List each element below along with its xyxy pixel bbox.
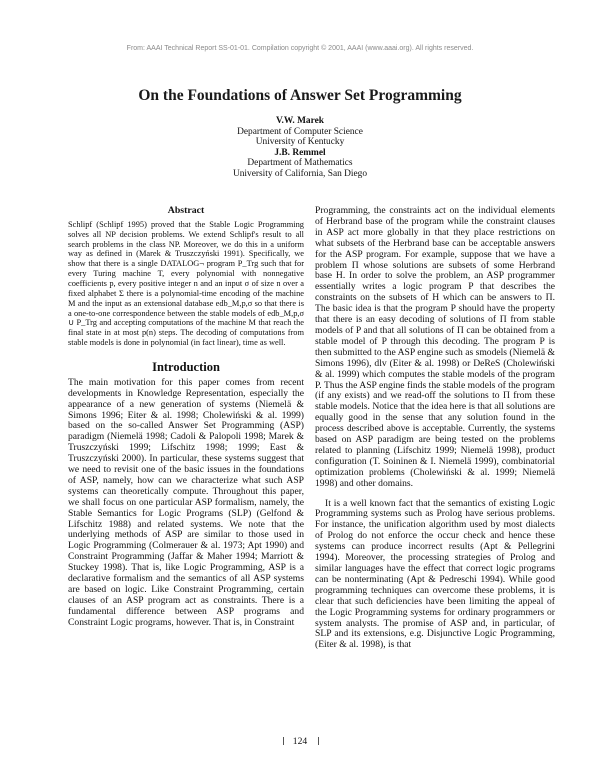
author-affiliation: University of Kentucky — [255, 137, 345, 148]
body-paragraph: The main motivation for this paper comes from recent developments in Knowledge Representation, especially the appearance of a new generation of systems (Niemelä & Simons 1996; Eiter & al. 1998; Cholewiński & al. 1999) based on the so-called Answer Set Programming (ASP) paradigm (Niemelä 1998; Cadoli & Palopoli 1998; Marek & Truszczyński 1999; Lifschitz 1998; 1999; East & Truszczyński 2000). In particular, these systems suggest that we need to revisit one of the basic issues in the foundations of ASP, namely, how can we characterize what such ASP systems can theoretically compute. Throughout this paper, we shall focus on one particular ASP formalism, namely, the Stable Semantics for Logic Programs (SLP) (Gelfond & Lifschitz 1988) and related systems. We note that the underlying methods of ASP are similar to those used in Logic Programming (Colmerauer & al. 1973; Apt 1990) and Constraint Programming (Jaffar & Maher 1994; Marriott & Stuckey 1998). That is, like Logic Programming, ASP is a declarative formalism and the semantics of all ASP systems are based on logic. Like Constraint Programming, certain clauses of an ASP program act as constraints. There is a fundamental difference between ASP programs and Constraint Logic programs, however. That is, in Constraint — [68, 376, 304, 628]
introduction-heading: Introduction — [152, 359, 220, 374]
author-affiliation: Department of Computer Science — [237, 126, 363, 137]
body-paragraph: Programming, the constraints act on the individual elements of Herbrand base of the program while the constraint clauses in ASP act more globally in that they place restrictions on what subsets of the Herbrand base can be acceptable answers for the ASP program. For example, suppose that we have a problem Π whose solutions are subsets of some Herbrand base H. In order to solve the problem, an ASP programmer essentially writes a logic program P that describes the constraints on the subsets of H which can be answers to Π. The basic idea is that the program P should have the property that there is an easy decoding of solutions of Π from stable models of P and that all solutions of Π can be obtained from a stable model of P through this decoding. The program P is then submitted to the ASP engine such as smodels (Niemelä & Simons 1996), dlv (Eiter & al. 1998) or DeReS (Cholewiński & al. 1999) which computes the stable models of the program P. Thus the ASP engine finds the stable models of the program (if any exists) and we read-off the solutions to Π from these stable models. Notice that the idea here is that all solutions are equally good in the sense that any solution found in the process described above is acceptable. Currently, the systems based on ASP paradigm are being tested on the problems related to planning (Lifschitz 1999; Niemelä 1998), product configuration (T. Soininen & I. Niemelä 1999), combinatorial optimization problems (Cholewiński & al. 1999; Niemelä 1998) and other domains. — [315, 205, 555, 489]
scan-mark — [318, 737, 319, 745]
body-paragraph: It is a well known fact that the semantics of existing Logic Programming systems such as Prolog have serious problems. For instance, the unification algorithm used by most dialects of Prolog do not enforce the occur check and hence these systems can produce incorrect results (Apt & Pellegrini 1994). Moreover, the processing strategies of Prolog and similar languages have the effect that correct logic programs can be nonterminating (Apt & Pedreschi 1994). While good programming techniques can overcome these problems, it is clear that such deficiencies have been limiting the appeal of the Logic Programming systems for ordinary programmers or system analysts. The promise of ASP and, in particular, of SLP and its extensions, e.g. Disjunctive Logic Programming, (Eiter & al. 1998), is that — [315, 497, 555, 651]
author-name: J.B. Remmel — [274, 147, 326, 158]
author-name: V.W. Marek — [275, 116, 324, 126]
author-affiliation: Department of Mathematics — [247, 158, 353, 169]
right-column — [315, 206, 555, 651]
abstract-text: Schlipf (Schlipf 1995) proved that the Stable Logic Programming solves all NP decision problems. We extend Schlipf's result to all search problems in the class NP. Moreover, we do this in a uniform way as defined in (Marek & Truszczyński 1991). Specifically, we show that there is a single DATALOG¬ program P_Trg such that for every Turing machine T, every polynomial with nonnegative coefficients p, every positive integer n and an input σ of size n over a fixed alphabet Σ there is a polynomial-time encoding of the machine M and the input as an extensional database edb_M,p,σ so that there is a one-to-one correspondence between the stable models of edb_M,p,σ ∪ P_Trg and accepting computations of the machine M that reach the final state in at most p(n) steps. The decoding of computations from stable models is done in polynomial (in fact linear), time as well. — [68, 219, 304, 348]
abstract-heading: Abstract — [167, 205, 205, 216]
author-affiliation: University of California, San Diego — [232, 168, 368, 179]
paper-title: On the Foundations of Answer Set Programming — [138, 87, 462, 104]
copyright-header: From: AAAI Technical Report SS-01-01. Compilation copyright © 2001, AAAI (www.aaai.org). All rights reserved. — [126, 45, 474, 52]
author-block — [0, 116, 600, 180]
page-number: 124 — [292, 736, 308, 747]
left-column — [68, 206, 304, 629]
